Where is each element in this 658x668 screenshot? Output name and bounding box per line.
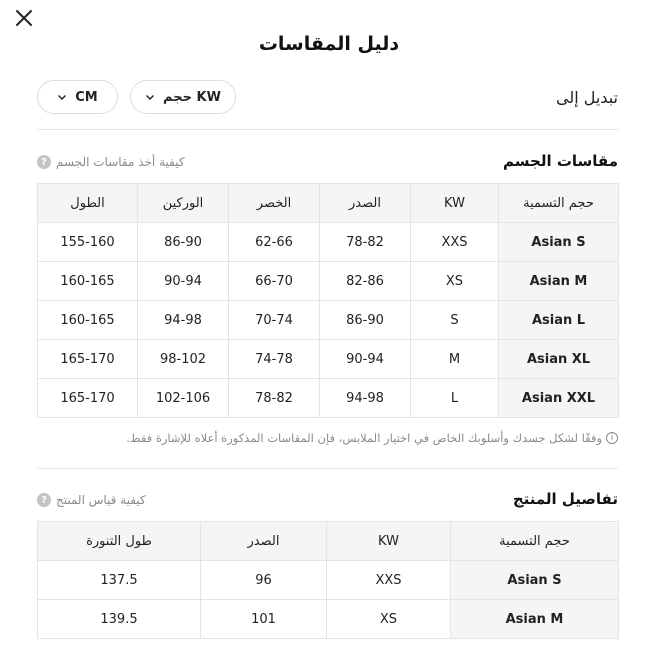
info-icon: i (606, 432, 618, 444)
unit-value: CM (75, 89, 98, 105)
table-cell: M (411, 340, 499, 379)
column-header: الخصر (229, 184, 320, 223)
size-label-cell: Asian M (499, 262, 619, 301)
body-measurements-header (37, 152, 618, 174)
table-cell: 70-74 (229, 301, 320, 340)
how-to-measure-body-link[interactable] (37, 155, 185, 169)
table-cell: 82-86 (320, 262, 411, 301)
size-label-cell: Asian L (499, 301, 619, 340)
size-label-cell: Asian S (451, 561, 619, 600)
table-cell: 137.5 (38, 561, 201, 600)
table-cell: 74-78 (229, 340, 320, 379)
unit-select[interactable] (37, 80, 118, 114)
table-cell: 78-82 (229, 379, 320, 418)
column-header: الطول (38, 184, 138, 223)
table-cell: 66-70 (229, 262, 320, 301)
table-row (38, 223, 619, 262)
reference-note (37, 431, 618, 445)
table-row (38, 600, 619, 639)
section-title: تفاصيل المنتج (512, 490, 618, 508)
table-cell: 101 (201, 600, 327, 639)
switch-label: تبديل إلى (556, 88, 618, 107)
table-row (38, 301, 619, 340)
size-label-cell: Asian XXL (499, 379, 619, 418)
table-cell: 96 (201, 561, 327, 600)
close-button[interactable] (14, 8, 34, 28)
table-cell: 155-160 (38, 223, 138, 262)
product-size-table (37, 521, 619, 639)
table-row (38, 561, 619, 600)
howto-label: كيفية أخذ مقاسات الجسم (56, 155, 185, 169)
table-cell: 160-165 (38, 262, 138, 301)
table-cell: 139.5 (38, 600, 201, 639)
chevron-down-icon (145, 92, 155, 102)
help-icon: ? (37, 493, 51, 507)
table-cell: XS (327, 600, 451, 639)
table-cell: 102-106 (138, 379, 229, 418)
unit-switcher (37, 80, 618, 114)
section-title: مقاسات الجسم (502, 152, 618, 170)
table-cell: 160-165 (38, 301, 138, 340)
divider (37, 129, 618, 130)
table-cell: 94-98 (320, 379, 411, 418)
column-header: KW (411, 184, 499, 223)
table-header-row (38, 184, 619, 223)
body-size-table (37, 183, 619, 418)
page-title: دليل المقاسات (258, 33, 400, 55)
table-cell: 86-90 (138, 223, 229, 262)
table-cell: XS (411, 262, 499, 301)
chevron-down-icon (57, 92, 67, 102)
table-cell: XXS (327, 561, 451, 600)
column-header: حجم التسمية (499, 184, 619, 223)
table-cell: 90-94 (138, 262, 229, 301)
how-to-measure-product-link[interactable] (37, 493, 146, 507)
table-row (38, 262, 619, 301)
table-cell: 94-98 (138, 301, 229, 340)
close-icon (14, 8, 34, 28)
column-header: الصدر (320, 184, 411, 223)
howto-label: كيفية قياس المنتج (56, 493, 146, 507)
column-header: حجم التسمية (451, 522, 619, 561)
product-details-header (37, 490, 618, 512)
table-cell: 86-90 (320, 301, 411, 340)
size-label-cell: Asian XL (499, 340, 619, 379)
region-size-value: KW حجم (163, 89, 221, 105)
column-header: طول التنورة (38, 522, 201, 561)
table-cell: 62-66 (229, 223, 320, 262)
column-header: الصدر (201, 522, 327, 561)
table-cell: 165-170 (38, 340, 138, 379)
table-row (38, 340, 619, 379)
table-header-row (38, 522, 619, 561)
size-label-cell: Asian M (451, 600, 619, 639)
table-cell: 98-102 (138, 340, 229, 379)
column-header: الوركين (138, 184, 229, 223)
table-cell: S (411, 301, 499, 340)
table-cell: 165-170 (38, 379, 138, 418)
table-cell: 90-94 (320, 340, 411, 379)
size-label-cell: Asian S (499, 223, 619, 262)
divider (37, 468, 618, 469)
table-cell: 78-82 (320, 223, 411, 262)
region-size-select[interactable] (130, 80, 236, 114)
table-cell: XXS (411, 223, 499, 262)
column-header: KW (327, 522, 451, 561)
table-cell: L (411, 379, 499, 418)
note-text: وفقًا لشكل جسدك وأسلوبك الخاص في اختيار الملابس، فإن المقاسات المذكورة أعلاه للإشارة فقط. (126, 431, 602, 445)
help-icon: ? (37, 155, 51, 169)
table-row (38, 379, 619, 418)
